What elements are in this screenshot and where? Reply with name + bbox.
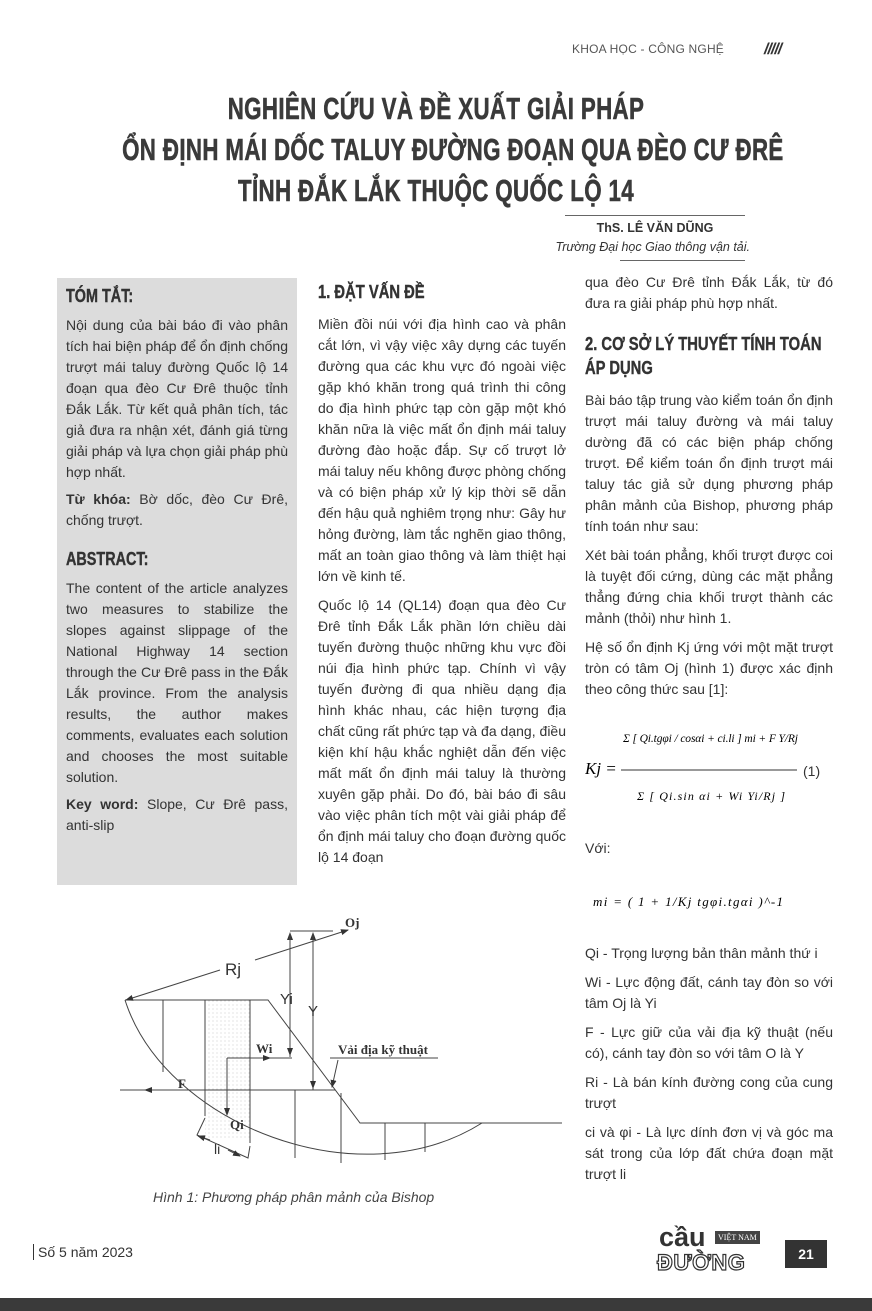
logo-top: cầu [659,1222,706,1252]
abstract-en-text: The content of the article analyzes two measures to stabilize the slopes against slippage of the National Highway 14 section through the Cư Đrê pass in the Đắk Lắk province. From the analysis results, the author makes comments, evaluates each solution and chooses the most suitable solution. [66,580,288,785]
paragraph: Hệ số ổn định Kj ứng với một mặt trượt tròn có tâm Oj (hình 1) được xác định theo công thức sau [1]: [585,639,833,697]
formula-m-text: mi = ( 1 + 1/Kj tgφi.tgαi )^-1 [593,894,783,909]
definition-item: Ri - Là bán kính đường cong của cung trượt [585,1074,833,1111]
formula-1 [585,712,835,827]
formula-m [585,868,835,928]
section-1-heading: 1. ĐẶT VẤN ĐỀ [318,282,425,302]
formula-denominator: Σ [ Qi.sin αi + Wi Yi/Rj ] [637,789,785,803]
keywords-label: Key word: [66,796,139,812]
divider [620,260,745,261]
article-title [0,88,872,211]
bottom-bar [0,1298,872,1311]
title-line-3: TỈNH ĐẮK LẮK THUỘC QUỐC LỘ 14 [237,173,635,208]
keywords-value: Bờ dốc, đèo Cư Đrê, chống trượt. [66,491,289,528]
author-name: ThS. LÊ VĂN DŨNG [596,221,714,235]
definition-item: Wi - Lực động đất, cánh tay đòn so với tâm Oj là Yi [585,974,833,1011]
column-middle [318,280,566,876]
logo-bottom: ĐƯỜNG [657,1250,746,1275]
figure-bishop-slices [120,900,580,1185]
abstract-vn-heading: TÓM TẮT: [66,286,134,306]
label-oj: Oj [345,915,360,930]
column-right [585,272,833,708]
definition-item: F - Lực giữ của vải địa kỹ thuật (nếu có), cánh tay đòn so với tâm O là Y [585,1024,833,1061]
logo-tag: VIỆT NAM [715,1231,760,1244]
magazine-logo [655,1222,775,1278]
title-line-2: ỔN ĐỊNH MÁI DỐC TALUY ĐƯỜNG ĐOẠN QUA ĐÈO CƯ ĐRÊ [122,132,784,167]
formula-number: (1) [803,763,821,779]
with-label: Với: [585,840,611,856]
figure-caption: Hình 1: Phương pháp phân mảnh của Bishop [153,1189,435,1205]
section-tag: KHOA HỌC - CÔNG NGHỆ [572,42,725,56]
paragraph: Quốc lộ 14 (QL14) đoạn qua đèo Cư Đrê tỉnh Đắk Lắk phần lớn chiều dài tuyến đường thuộc những khu vực đồi núi địa hình phức tạp. Chính vì vậy tuyến đường đi qua nhiều dạng địa hình khác nhau, các hiện tượng địa chất cũng rất phức tạp và đa dạng, điều kiện khí hậu khắc nghiệt dẫn đến việc mất mất ổn định mái taluy là thường xuyên gặp phải. Do đó, bài báo đi sâu vào việc phân tích một vài giải pháp để ổn định mái taluy cho đoạn đường quốc lộ 14 đoạn [318,597,566,865]
issue-label: Số 5 năm 2023 [33,1244,133,1260]
paragraph: Miền đồi núi với địa hình cao và phân cắt lớn, vì vậy việc xây dựng các tuyến đường qua các khu vực đó ngoài việc gặp khó khăn trong quá trình thi công do địa hình phức tạp còn gặp một khó khăn nữa là việc mất ổn định mái taluy đường đào hoặc đắp. Sự cố trượt lở mái taluy nếu không được phòng chống và có biện pháp xử lý kịp thời sẽ dẫn đến hậu quả nghiêm trọng như: Gây hư hỏng đường, làm tắc nghẽn giao thông, mất an toàn giao thông và làm thiệt hại lớn về kinh tế. [318,316,566,584]
label-y: Y [308,1003,319,1020]
paragraph: Bài báo tập trung vào kiểm toán ổn định trượt mái taluy đường và mái taluy dường đã có các biện pháp chống trượt. Để kiểm toán ổn định trượt mái taluy tác giả sử dụng phương pháp phân mảnh của Bishop, phương pháp tính toán như sau: [585,392,833,534]
label-qi: Qi [230,1117,244,1132]
paragraph: qua đèo Cư Đrê tỉnh Đắk Lắk, từ đó đưa ra giải pháp phù hợp nhất. [585,274,833,311]
definition-item: Qi - Trọng lượng bản thân mảnh thứ i [585,945,818,961]
keywords-label: Từ khóa: [66,491,131,507]
label-yi: Yi [280,991,293,1008]
definitions [585,943,833,1193]
label-geotextile: Vải địa kỹ thuật [338,1042,428,1057]
ground-profile [125,1000,562,1123]
title-line-1: NGHIÊN CỨU VÀ ĐỀ XUẤT GIẢI PHÁP [227,91,645,126]
page-number: 21 [785,1240,827,1268]
section-2-heading: 2. CƠ SỞ LÝ THUYẾT TÍNH TOÁN ÁP DỤNG [585,334,822,378]
label-wi: Wi [256,1041,273,1056]
abstract-box [57,278,297,885]
header-ornament: ///// [764,41,782,58]
abstract-en-heading: ABSTRACT: [66,549,149,569]
formula-lhs: Kj = [585,759,617,778]
divider [565,215,745,216]
author-affiliation: Trường Đại học Giao thông vận tải. [555,240,750,254]
formula-numerator: Σ [ Qi.tgφi / cosαi + ci.li ] mi + F Y/Rj [623,733,798,745]
abstract-vn-text: Nội dung của bài báo đi vào phân tích hai biện pháp để ổn định chống trượt mái taluy đường Quốc lộ 14 đoạn qua đèo Cư Đrê thuộc tỉnh Đắk Lắk. Từ kết quả phân tích, tác giả đưa ra nhận xét, đánh giá từng giải pháp và lựa chọn giải pháp phù hợp nhất. [66,317,288,480]
label-f: F [178,1076,186,1091]
label-rj: Rj [225,960,242,979]
keywords-en [66,794,288,836]
paragraph: Xét bài toán phẳng, khối trượt được coi là tuyệt đối cứng, dùng các mặt phẳng thẳng đứng chia khối trượt thành các mảnh (thỏi) như hình 1. [585,547,833,626]
keywords-value: Slope, Cư Đrê pass, anti-slip [66,796,288,833]
keywords-vn [66,489,288,531]
label-li: li [214,1141,221,1157]
definition-item: ci và φi - Là lực dính đơn vị và góc ma sát trong của lớp đất chứa đoạn mặt trượt li [585,1124,833,1182]
